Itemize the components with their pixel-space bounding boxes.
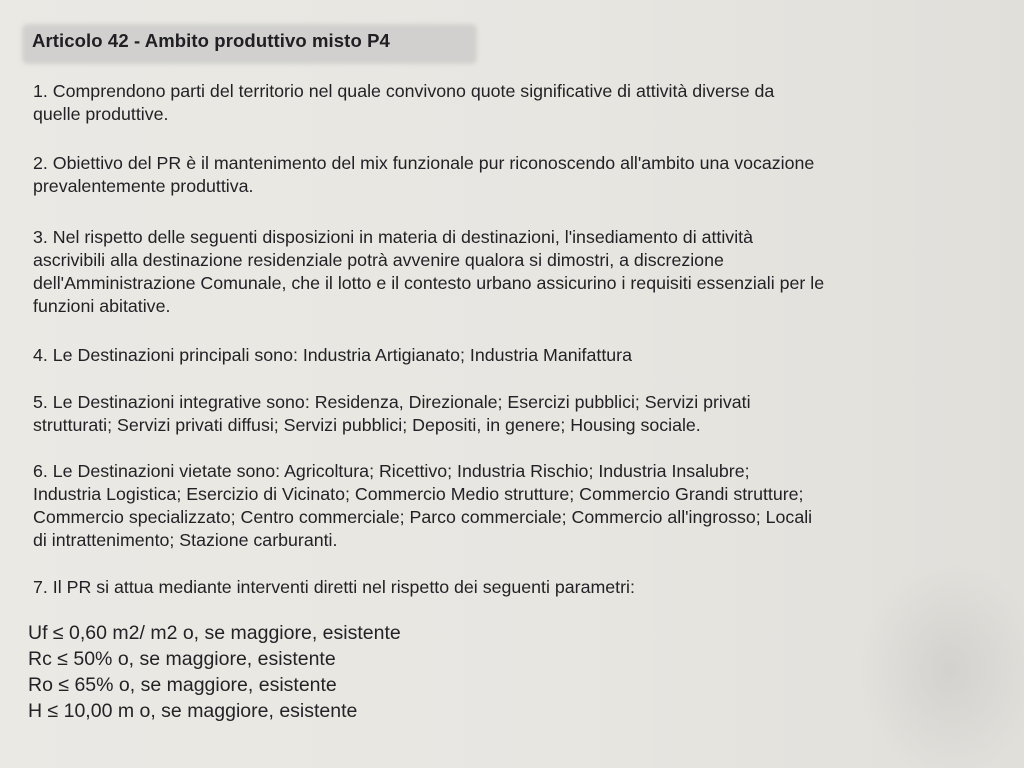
paragraph-3-line-3: dell'Amministrazione Comunale, che il lotto e il contesto urbano assicurino i requisiti essenziali per le xyxy=(33,273,825,293)
article-title: Articolo 42 - Ambito produttivo misto P4 xyxy=(32,30,390,51)
paragraph-4 xyxy=(33,344,968,367)
paragraph-3-line-4: funzioni abitative. xyxy=(33,296,171,316)
paragraph-2 xyxy=(33,152,968,198)
paragraph-6 xyxy=(33,460,968,552)
paragraph-3 xyxy=(33,226,968,318)
paragraph-5-line-1: 5. Le Destinazioni integrative sono: Residenza, Direzionale; Esercizi pubblici; Servizi privati xyxy=(33,392,751,412)
paragraph-2-line-1: 2. Obiettivo del PR è il mantenimento del mix funzionale pur riconoscendo all'ambito una vocazione xyxy=(33,153,815,173)
paragraph-2-line-2: prevalentemente produttiva. xyxy=(33,176,254,196)
paragraph-1-line-2: quelle produttive. xyxy=(33,104,169,124)
paragraph-6-line-2: Industria Logistica; Esercizio di Vicinato; Commercio Medio strutture; Commercio Grandi strutture; xyxy=(33,484,804,504)
paragraph-5 xyxy=(33,391,968,437)
parameter-ro: Ro ≤ 65% o, se maggiore, esistente xyxy=(28,674,337,696)
paragraph-7 xyxy=(33,576,968,599)
paragraph-5-line-2: strutturati; Servizi privati diffusi; Servizi pubblici; Depositi, in genere; Housing sociale. xyxy=(33,415,701,435)
paragraph-4-line-1: 4. Le Destinazioni principali sono: Industria Artigianato; Industria Manifattura xyxy=(33,345,632,365)
paragraph-6-line-1: 6. Le Destinazioni vietate sono: Agricoltura; Ricettivo; Industria Rischio; Industria Insalubre; xyxy=(33,461,750,481)
parameter-rc: Rc ≤ 50% o, se maggiore, esistente xyxy=(28,648,336,670)
paragraph-3-line-2: ascrivibili alla destinazione residenziale potrà avvenire qualora si dimostri, a discrezione xyxy=(33,250,724,270)
paragraph-6-line-4: di intrattenimento; Stazione carburanti. xyxy=(33,530,338,550)
paragraph-1-line-1: 1. Comprendono parti del territorio nel quale convivono quote significative di attività diverse da xyxy=(33,81,775,101)
paragraph-6-line-3: Commercio specializzato; Centro commerciale; Parco commerciale; Commercio all'ingrosso; Locali xyxy=(33,507,813,527)
paragraph-1 xyxy=(33,80,968,126)
paper-shading xyxy=(860,560,1024,768)
paragraph-3-line-1: 3. Nel rispetto delle seguenti disposizioni in materia di destinazioni, l'insediamento di attività xyxy=(33,227,753,247)
paragraph-7-line-1: 7. Il PR si attua mediante interventi diretti nel rispetto dei seguenti parametri: xyxy=(33,577,635,597)
parameters-list xyxy=(28,620,401,724)
parameter-h: H ≤ 10,00 m o, se maggiore, esistente xyxy=(28,700,358,722)
parameter-uf: Uf ≤ 0,60 m2/ m2 o, se maggiore, esistente xyxy=(28,622,401,644)
